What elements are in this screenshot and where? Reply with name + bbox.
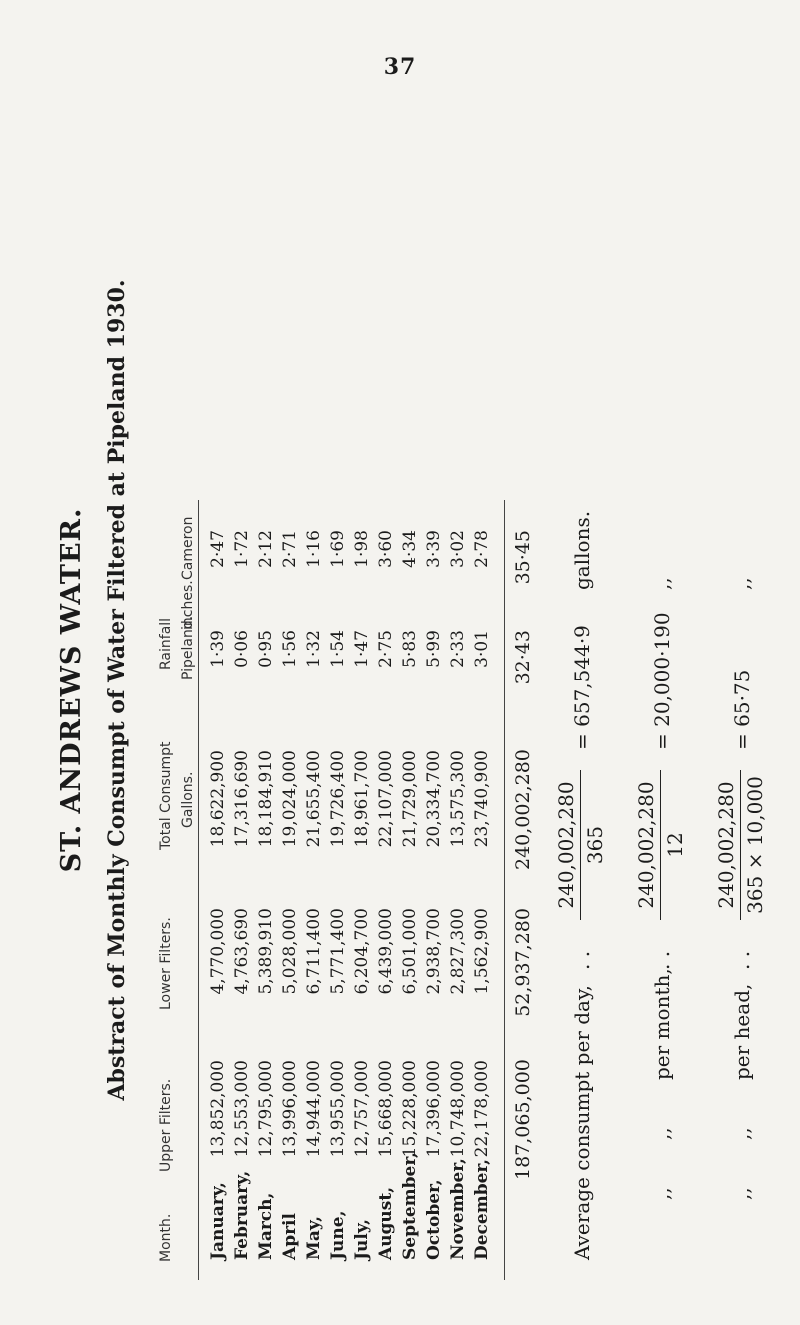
cell-month: October,	[424, 1179, 444, 1260]
cell-month: September,	[400, 1152, 420, 1260]
avg-head-denominator: 365 × 10,000	[743, 776, 767, 914]
cell-total: 20,334,700	[424, 750, 444, 848]
table-row	[448, 90, 472, 1290]
cell-cameron: 1·72	[232, 530, 252, 568]
cell-total: 18,622,900	[208, 750, 228, 848]
cell-lower: 2,938,700	[424, 908, 444, 995]
cell-cameron: 3·39	[424, 530, 444, 568]
avg-month-unit: ,,	[650, 577, 674, 590]
cell-total: 13,575,300	[448, 750, 468, 848]
total-cameron: 35·45	[512, 530, 534, 585]
avg-month-ditto-2: ,,	[650, 1127, 674, 1140]
cell-lower: 6,711,400	[304, 908, 324, 995]
totals-rule	[504, 500, 505, 1280]
cell-upper: 14,944,000	[304, 1060, 324, 1158]
avg-month-label: per month,	[650, 968, 674, 1080]
cell-month: December,	[472, 1158, 492, 1260]
cell-total: 23,740,900	[472, 750, 492, 848]
cell-total: 18,961,700	[352, 750, 372, 848]
cell-upper: 22,178,000	[472, 1060, 492, 1158]
cell-upper: 15,228,000	[400, 1060, 420, 1158]
cell-month: May,	[304, 1215, 324, 1260]
avg-month-result: = 20,000·190	[650, 612, 674, 750]
cell-pipeland: 2·75	[376, 630, 396, 668]
cell-pipeland: 5·99	[424, 630, 444, 668]
cell-cameron: 2·71	[280, 530, 300, 568]
cell-cameron: 3·02	[448, 530, 468, 568]
total-consumpt: 240,002,280	[512, 749, 534, 870]
cell-month: February,	[232, 1170, 252, 1260]
table-body	[208, 90, 496, 1290]
avg-day-dots: . .	[570, 950, 594, 970]
cell-lower: 6,501,000	[400, 908, 420, 995]
cell-pipeland: 1·47	[352, 630, 372, 668]
totals-row	[512, 90, 538, 1290]
cell-month: January,	[208, 1182, 228, 1260]
table-row	[304, 90, 328, 1290]
cell-month: April	[280, 1213, 300, 1260]
cell-cameron: 1·98	[352, 530, 372, 568]
cell-cameron: 1·16	[304, 530, 324, 568]
cell-lower: 2,827,300	[448, 908, 468, 995]
cell-cameron: 2·47	[208, 530, 228, 568]
header-rainfall: Rainfall	[158, 617, 174, 670]
table-row	[424, 90, 448, 1290]
cell-lower: 5,028,000	[280, 908, 300, 995]
header-pipeland: Pipeland.	[180, 615, 196, 680]
table-row	[376, 90, 400, 1290]
cell-month: August,	[376, 1186, 396, 1260]
avg-day-denominator: 365	[583, 825, 607, 865]
cell-upper: 12,795,000	[256, 1060, 276, 1158]
cell-lower: 5,389,910	[256, 908, 276, 995]
cell-upper: 12,553,000	[232, 1060, 252, 1158]
cell-total: 21,655,400	[304, 750, 324, 848]
avg-head-result: = 65·75	[730, 669, 754, 750]
avg-month-numerator: 240,002,280	[634, 770, 661, 920]
header-cameron: Cameron	[180, 516, 196, 580]
table-row	[280, 90, 304, 1290]
cell-total: 17,316,690	[232, 750, 252, 848]
table-row	[472, 90, 496, 1290]
avg-head-dots: . .	[730, 950, 754, 970]
cell-pipeland: 1·56	[280, 630, 300, 668]
cell-pipeland: 1·54	[328, 630, 348, 668]
cell-upper: 15,668,000	[376, 1060, 396, 1158]
avg-head-fraction	[714, 770, 767, 920]
table-row	[232, 90, 256, 1290]
header-gallons: Gallons.	[180, 771, 196, 828]
avg-day-unit: gallons.	[570, 510, 594, 590]
cell-cameron: 3·60	[376, 530, 396, 568]
cell-upper: 10,748,000	[448, 1060, 468, 1158]
cell-lower: 5,771,400	[328, 908, 348, 995]
cell-upper: 17,396,000	[424, 1060, 444, 1158]
avg-day-numerator: 240,002,280	[554, 770, 581, 920]
avg-month-dots: . .	[650, 950, 674, 970]
cell-month: July,	[352, 1218, 372, 1260]
avg-head-ditto-2: ,,	[730, 1127, 754, 1140]
header-inches: inches.	[180, 580, 196, 630]
page-subtitle: Abstract of Monthly Consumpt of Water Filtered at Pipeland 1930.	[104, 279, 130, 1101]
cell-cameron: 2·78	[472, 530, 492, 568]
cell-pipeland: 1·32	[304, 630, 324, 668]
avg-month-ditto: ,,	[650, 1187, 674, 1200]
cell-upper: 13,852,000	[208, 1060, 228, 1158]
cell-cameron: 4·34	[400, 530, 420, 568]
cell-total: 19,024,000	[280, 750, 300, 848]
table-row	[400, 90, 424, 1290]
cell-pipeland: 0·06	[232, 630, 252, 668]
avg-month-fraction	[634, 770, 687, 920]
avg-day-label: Average consumpt per day,	[570, 985, 594, 1260]
cell-lower: 6,204,700	[352, 908, 372, 995]
cell-cameron: 2·12	[256, 530, 276, 568]
table-row	[256, 90, 280, 1290]
cell-pipeland: 2·33	[448, 630, 468, 668]
page-number: 37	[383, 54, 417, 80]
cell-pipeland: 1·39	[208, 630, 228, 668]
cell-upper: 13,996,000	[280, 1060, 300, 1158]
avg-head-unit: ,,	[730, 577, 754, 590]
avg-month-denominator: 12	[663, 832, 687, 858]
header-lower-filters: Lower Filters.	[158, 917, 174, 1010]
table-row	[208, 90, 232, 1290]
cell-total: 18,184,910	[256, 750, 276, 848]
cell-lower: 4,770,000	[208, 908, 228, 995]
table-row	[352, 90, 376, 1290]
header-upper-filters: Upper Filters.	[158, 1078, 174, 1172]
rotated-table-page	[50, 90, 767, 1290]
page-title: ST. ANDREWS WATER.	[56, 507, 87, 873]
total-lower: 52,937,280	[512, 908, 534, 1017]
cell-upper: 13,955,000	[328, 1060, 348, 1158]
cell-pipeland: 5·83	[400, 630, 420, 668]
avg-head-ditto: ,,	[730, 1187, 754, 1200]
table-row	[328, 90, 352, 1290]
header-total-consumpt: Total Consumpt	[158, 741, 174, 850]
total-upper: 187,065,000	[512, 1059, 534, 1180]
cell-lower: 4,763,690	[232, 908, 252, 995]
total-pipeland: 32·43	[512, 630, 534, 685]
cell-month: March,	[256, 1192, 276, 1260]
avg-head-numerator: 240,002,280	[714, 770, 741, 920]
cell-cameron: 1·69	[328, 530, 348, 568]
cell-total: 22,107,000	[376, 750, 396, 848]
cell-lower: 1,562,900	[472, 908, 492, 995]
avg-day-fraction	[554, 770, 607, 920]
cell-month: June,	[328, 1210, 348, 1260]
cell-pipeland: 3·01	[472, 630, 492, 668]
cell-total: 19,726,400	[328, 750, 348, 848]
avg-head-label: per head,	[730, 983, 754, 1080]
cell-month: November,	[448, 1158, 468, 1260]
header-month: Month.	[158, 1213, 174, 1262]
header-rule	[198, 500, 199, 1280]
cell-upper: 12,757,000	[352, 1060, 372, 1158]
cell-pipeland: 0·95	[256, 630, 276, 668]
averages-block	[550, 110, 800, 1270]
cell-lower: 6,439,000	[376, 908, 396, 995]
avg-day-result: = 657,544·9	[570, 625, 594, 750]
cell-total: 21,729,000	[400, 750, 420, 848]
